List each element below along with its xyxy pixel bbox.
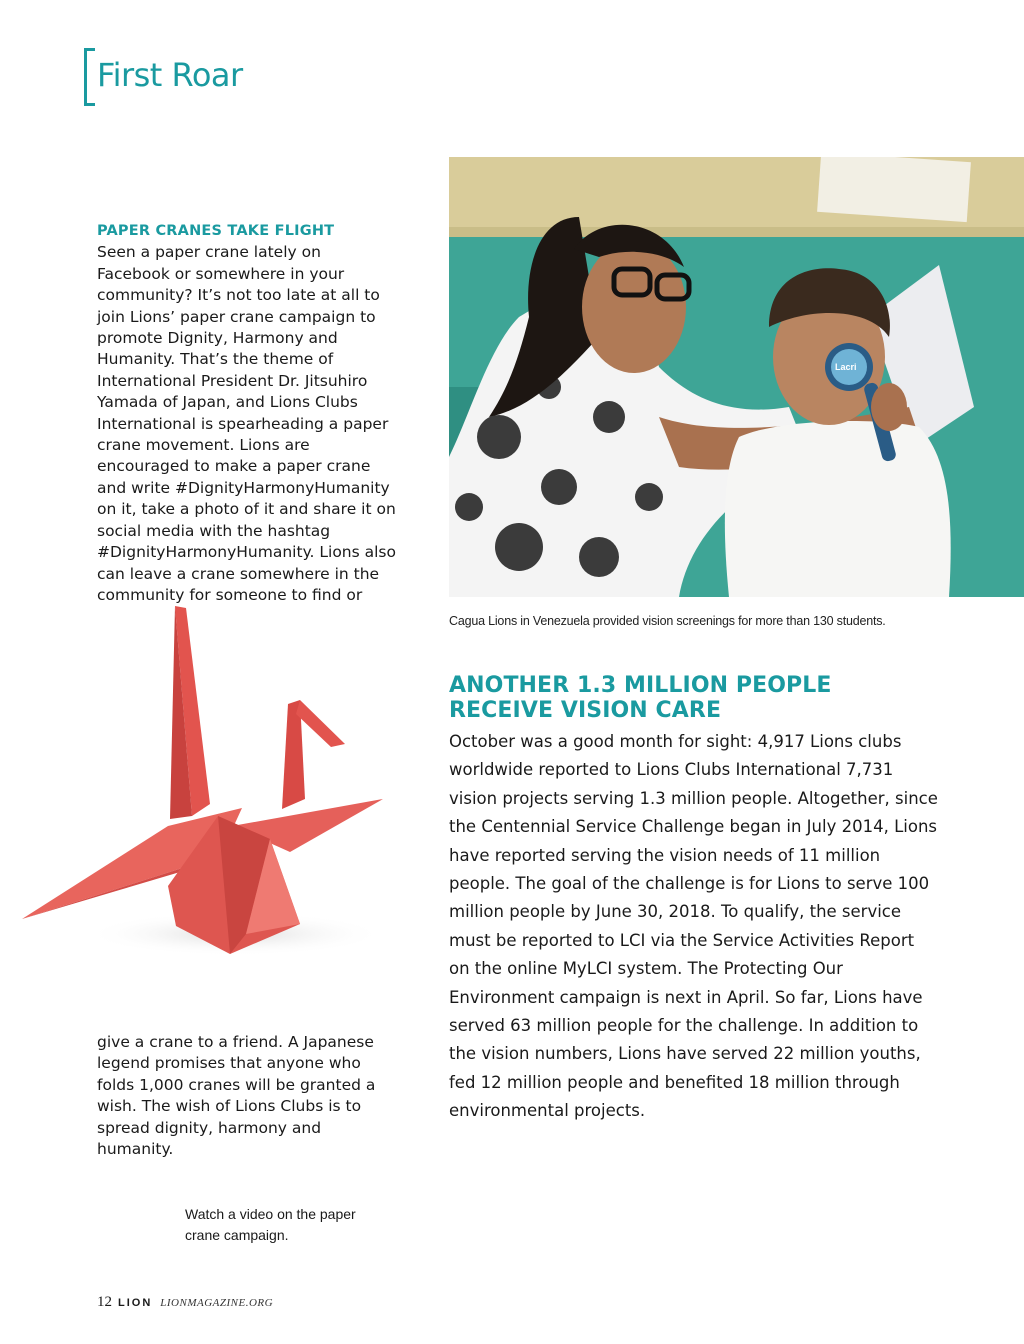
paper-crane-illustration xyxy=(0,594,420,1024)
footer-site: LIONMAGAZINE.ORG xyxy=(160,1297,274,1309)
vision-screening-photo-art xyxy=(449,157,1024,597)
section-title: First Roar xyxy=(97,56,243,94)
paper-crane-image xyxy=(0,594,420,1024)
page-footer xyxy=(97,1293,273,1311)
cranes-article-bottom xyxy=(97,1032,397,1160)
photo-caption: Cagua Lions in Venezuela provided vision screenings for more than 130 students. xyxy=(449,614,886,628)
vision-heading: ANOTHER 1.3 MILLION PEOPLE RECEIVE VISION CARE xyxy=(449,673,832,723)
video-note: Watch a video on the paper crane campaign. xyxy=(185,1206,356,1243)
cranes-body-part1: Seen a paper crane lately on Facebook or somewhere in your community? It’s not too late at all to join Lions’ paper crane campaign to promote Dignity, Harmony and Humanity. That’s the theme of International President Dr. Jitsuhiro Yamada of Japan, and Lions Clubs International is spearheading a paper crane movement. Lions are encouraged to make a paper crane and write #DignityHarmonyHumanity on it, take a photo of it and share it on social media with the hashtag #DignityHarmonyHumanity. Lions also can leave a crane somewhere in the community for someone to find or xyxy=(97,243,396,604)
footer-brand: LION xyxy=(118,1297,153,1309)
cranes-article-top xyxy=(97,221,397,606)
section-bracket xyxy=(84,48,95,106)
vision-body: October was a good month for sight: 4,917 Lions clubs worldwide reported to Lions Clubs International 7,731 vision projects serving 1.3 million people. Altogether, since the Centennial Service Challenge began in July 2014, Lions have reported serving the vision needs of 11 million people. The goal of the challenge is for Lions to serve 100 million people by June 30, 2018. To qualify, the service must be reported to LCI via the Service Activities Report on the online MyLCI system. The Protecting Our Environment campaign is next in April. So far, Lions have served 63 million people for the challenge. In addition to the vision numbers, Lions have served 22 million youths, fed 12 million people and benefited 18 million through environmental projects. xyxy=(449,732,938,1121)
vision-screening-photo xyxy=(449,157,1024,597)
crane-head xyxy=(296,700,345,747)
occluder-label: Lacri xyxy=(835,362,857,372)
section-header xyxy=(84,48,284,104)
cranes-body-part2: give a crane to a friend. A Japanese legend promises that anyone who folds 1,000 cranes will be granted a wish. The wish of Lions Clubs is to spread dignity, harmony and humanity. xyxy=(97,1033,376,1159)
cranes-heading: PAPER CRANES TAKE FLIGHT xyxy=(97,223,335,239)
page-number: 12 xyxy=(97,1294,112,1310)
